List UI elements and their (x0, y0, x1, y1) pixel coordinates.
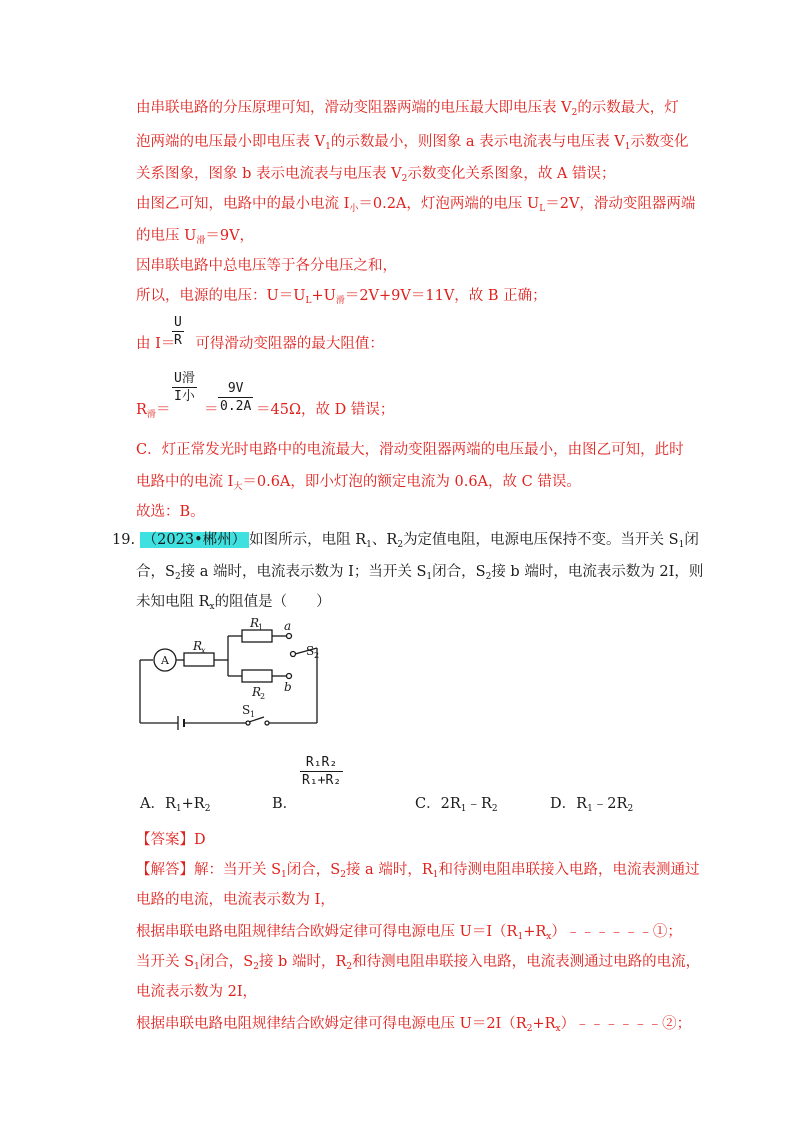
answer-line-2: 电路的电流，电流表示数为 I， (136, 892, 335, 908)
question-line-1: 19. （2023•郴州） 如图所示，电阻 $R_1$、$R_2$为定值电阻，电源电压保持不变。当开关 $S_1$闭 (112, 532, 699, 550)
solution-line-11: 电路中的电流 $I_大=0.6A$，即小灯泡的额定电流为 0.6A，故 C 错误。 (136, 474, 581, 492)
svg-text:2: 2 (314, 651, 320, 660)
option-a[interactable]: A．$R_1+R_2$ (140, 796, 211, 814)
question-number: 19. (112, 532, 136, 548)
solution-line-8: 由 I＝ 可得滑动变阻器的最大阻值： (136, 336, 384, 352)
svg-text:1: 1 (250, 710, 256, 719)
svg-text:1: 1 (258, 623, 264, 632)
solution-line-6: 因串联电路中总电压等于各分电压之和， (136, 258, 397, 274)
solution-line-1: 由串联电路的分压原理可知，滑动变阻器两端的电压最大即电压表 $V_2$的示数最大，灯 (136, 100, 679, 118)
rx-resistor (184, 653, 214, 666)
svg-text:R: R (193, 639, 203, 653)
fraction-u-slide-over-i-min: U滑 I小 (174, 371, 195, 404)
ammeter-label: A (161, 654, 169, 667)
answer-line-5: 电流表示数为 2I， (136, 984, 258, 1000)
answer-line-3: 根据串联电路电阻规律结合欧姆定律可得电源电压 $U=I(R_1+R_x)﹣﹣﹣﹣﹣﹣①$； (136, 924, 682, 942)
solution-line-10: C．灯正常发光时电路中的电流最大，滑动变阻器两端的电压最小，由图乙可知，此时 (136, 442, 684, 458)
solution-line-3: 关系图象，图象 b 表示电流表与电压表 $V_2$示数变化关系图象，故 A 错误； (136, 166, 616, 184)
option-b-fraction: R₁R₂ R₁+R₂ (302, 755, 342, 788)
r2-resistor (242, 670, 272, 682)
svg-text:R: R (250, 616, 260, 630)
fraction-9v-over-0-2a: 9V 0.2A (220, 381, 252, 414)
question-line-2: 合，$S_2$接 a 端时，电流表示数为 I；当开关 $S_1$闭合，$S_2$接 b 端时，电流表示数为 2I，则 (136, 564, 704, 582)
svg-text:2: 2 (260, 692, 266, 701)
r1-resistor (242, 630, 272, 642)
answer-label: 【答案】D (136, 832, 206, 848)
answer-line-6: 根据串联电路电阻规律结合欧姆定律可得电源电压 $U=2I(R_2+R_x)﹣﹣﹣﹣﹣﹣②$； (136, 1016, 692, 1034)
svg-text:S: S (242, 703, 251, 717)
option-c[interactable]: C．$2R_1﹣R_2$ (415, 796, 498, 814)
answer-line-1: 【解答】解：当开关 $S_1$闭合，$S_2$接 a 端时，$R_1$和待测电阻串联接入电路，电流表测通过 (136, 862, 700, 880)
svg-text:S: S (306, 644, 315, 658)
solution-line-9-end: ＝45Ω，故 D 错误； (256, 402, 395, 418)
fraction-equals: ＝ (204, 402, 219, 418)
option-b[interactable]: B． (272, 796, 298, 812)
solution-line-12: 故选：B。 (136, 504, 205, 520)
terminal-b: b (284, 680, 292, 694)
solution-line-7: 所以，电源的电压：$U=U_L+U_滑=2V+9V=11V$，故 B 正确； (136, 288, 547, 306)
circuit-diagram (136, 616, 336, 738)
question-line-3: 未知电阻 $R_x$的阻值是（ ） (136, 594, 331, 612)
solution-line-9: $R_滑=$ (136, 402, 171, 420)
terminal-a: a (284, 619, 292, 633)
option-d[interactable]: D．$R_1﹣2R_2$ (550, 796, 634, 814)
svg-text:R: R (252, 685, 262, 699)
solution-line-4: 由图乙可知，电路中的最小电流 $I_小=0.2A$，灯泡两端的电压 $U_L=2V$，滑动变阻器两端 (136, 196, 696, 214)
fraction-u-over-r: U R (174, 315, 182, 348)
solution-line-2: 泡两端的电压最小即电压表 $V_1$的示数最小，则图象 a 表示电流表与电压表 $V_1$示数变化 (136, 134, 689, 152)
answer-line-4: 当开关 $S_1$闭合，$S_2$接 b 端时，$R_2$和待测电阻串联接入电路，电流表测通过电路的电流， (136, 954, 701, 972)
svg-text:x: x (201, 646, 206, 655)
source-badge: （2023•郴州） (140, 532, 249, 548)
solution-line-5: 的电压 $U_滑=9V$， (136, 228, 255, 246)
analysis-label: 【解答】 (136, 862, 194, 878)
